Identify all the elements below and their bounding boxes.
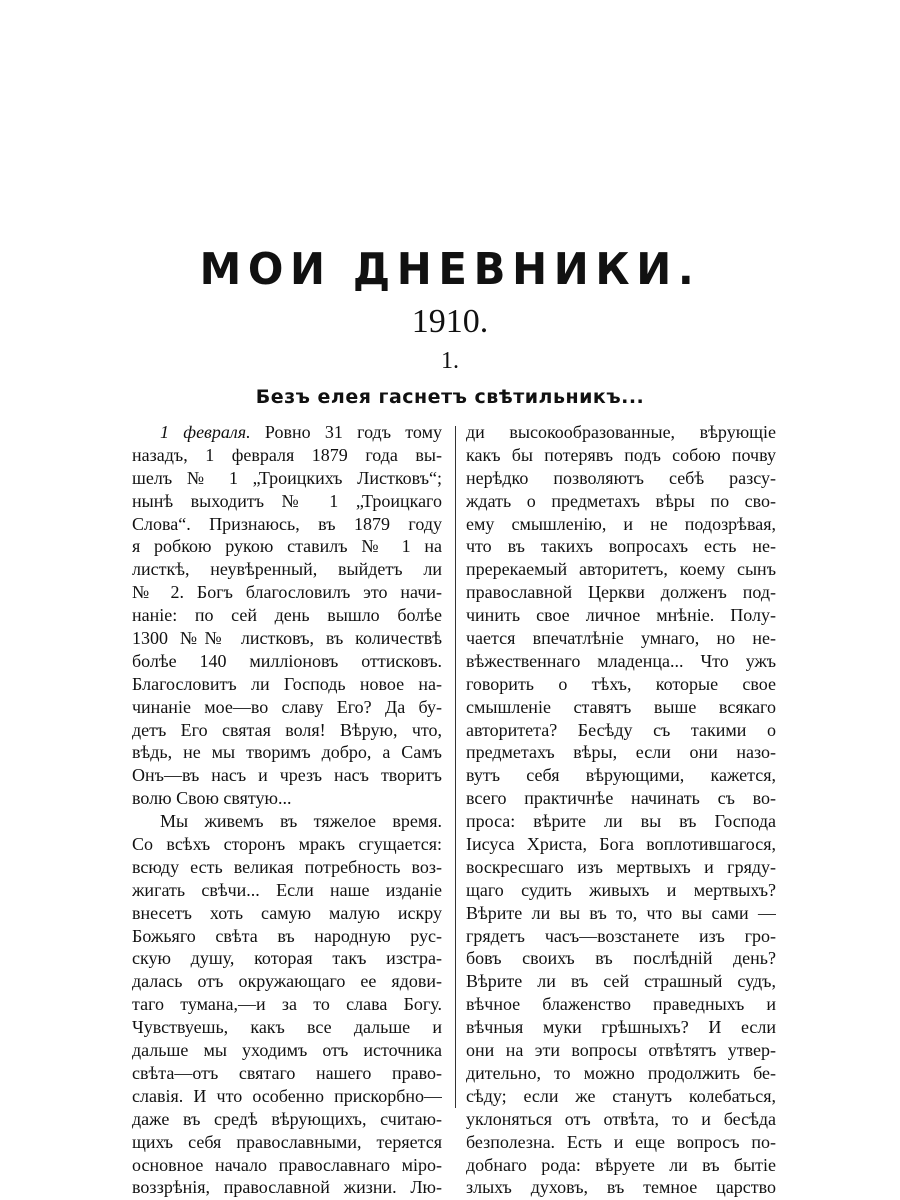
text-line: ему смышленію, и не подозрѣвая,	[466, 513, 776, 534]
text-line: пререкаемый авторитетъ, коему сынъ	[466, 559, 776, 580]
section-title: Безъ елея гаснетъ свѣтильникъ...	[255, 386, 645, 408]
text-line: проса: вѣрите ли вы въ Господа	[466, 811, 776, 832]
text-line: Божьяго свѣта въ народную рус-	[132, 925, 442, 946]
text-line: № 2. Богъ благословилъ это начи-	[132, 582, 442, 603]
text-line: я робкою рукою ставилъ № 1 на	[132, 536, 442, 557]
text-line: 1300 №№ листковъ, въ количествѣ	[132, 628, 442, 649]
text-line: болѣе 140 милліоновъ оттисковъ.	[132, 650, 442, 671]
section-number: 1.	[441, 348, 459, 374]
text-line: уклоняться отъ отвѣта, то и бесѣда	[466, 1108, 776, 1129]
text-line: основное начало православнаго міро-	[132, 1154, 442, 1175]
text-line: всего практичнѣе начинать съ во-	[466, 788, 776, 809]
text-line: жигать свѣчи... Если наше изданіе	[132, 879, 442, 900]
text-line: шелъ № 1 „Троицкихъ Листковъ“;	[132, 467, 442, 488]
text-line: Вѣрите ли вы въ то, что вы сами —	[466, 902, 776, 923]
text-line: далась отъ окружающаго ее ядови-	[132, 971, 442, 992]
text-line: смышленіе ставятъ выше всякаго	[466, 696, 776, 717]
text-line: Іисуса Христа, Бога воплотившагося,	[466, 834, 776, 855]
text-line: вѣжественнаго младенца... Что ужъ	[466, 650, 776, 671]
right-text-column	[466, 421, 776, 1199]
text-line: злыхъ духовъ, въ темное царство	[466, 1177, 776, 1198]
column-divider	[455, 426, 456, 1108]
page-title: МОИ ДНЕВНИКИ.	[199, 244, 701, 295]
first-line-rest: Ровно 31 годъ тому	[250, 422, 442, 442]
text-line: чинаніе мое—во славу Его? Да бу-	[132, 696, 442, 717]
text-line: вутъ себя вѣрующими, кажется,	[466, 765, 776, 786]
text-line: вѣчное блаженство праведныхъ и	[466, 994, 776, 1015]
text-line: Онъ—въ насъ и чрезъ насъ творитъ	[132, 765, 442, 786]
text-line: ждать о предметахъ вѣры по сво-	[466, 490, 776, 511]
text-line: детъ Его святая воля! Вѣрую, что,	[132, 719, 442, 740]
text-line: ди высокообразованные, вѣрующіе	[466, 422, 776, 442]
text-line: щаго судить живыхъ и мертвыхъ?	[466, 879, 776, 900]
text-line: щихъ себя православными, теряется	[132, 1131, 442, 1152]
date-lead: 1 февраля.	[160, 422, 251, 442]
text-line: дальше мы уходимъ отъ источника	[132, 1040, 442, 1061]
text-line: Со всѣхъ сторонъ мракъ сгущается:	[132, 834, 442, 855]
text-line: предметахъ вѣры, если они назо-	[466, 742, 776, 763]
text-line: вѣдь, не мы творимъ добро, а Самъ	[132, 742, 442, 763]
text-line: Благословитъ ли Господь новое на-	[132, 673, 442, 694]
text-line: таго тумана,—и за то слава Богу.	[132, 994, 442, 1015]
text-line: внесетъ хоть самую малую искру	[132, 902, 442, 923]
text-line: всюду есть великая потребность воз-	[132, 856, 442, 877]
text-line: наніе: по сей день вышло болѣе	[132, 605, 442, 626]
text-line: свѣта—отъ святаго нашего право-	[132, 1062, 442, 1083]
text-line: Мы живемъ въ тяжелое время.	[160, 811, 442, 832]
text-line: скую душу, которая такъ изстра-	[132, 948, 442, 969]
text-line: нынѣ выходитъ № 1 „Троицкаго	[132, 490, 442, 511]
left-text-column	[132, 421, 442, 1199]
year-heading: 1910.	[411, 303, 489, 340]
text-line: они на эти вопросы отвѣтятъ утвер-	[466, 1040, 776, 1061]
text-line: добнаго рода: вѣруете ли въ бытіе	[466, 1154, 776, 1175]
text-line: листкѣ, неувѣренный, выйдетъ ли	[132, 559, 442, 580]
text-line: назадъ, 1 февраля 1879 года вы-	[132, 444, 442, 465]
text-line: чается впечатлѣніе умнаго, но не-	[466, 628, 776, 649]
text-line: дительно, то можно продолжить бе-	[466, 1062, 776, 1083]
text-line: чинить свое личное мнѣніе. Полу-	[466, 605, 776, 626]
text-line: сѣду; если же станутъ колебаться,	[466, 1085, 776, 1106]
text-line: воззрѣнія, православной жизни. Лю-	[132, 1177, 442, 1198]
text-line: славія. И что особенно прискорбно—	[132, 1085, 442, 1106]
text-line	[132, 421, 442, 444]
text-line: волю Свою святую...	[132, 788, 292, 809]
text-line: что въ такихъ вопросахъ есть не-	[466, 536, 776, 557]
text-line: авторитета? Бесѣду съ такими о	[466, 719, 776, 740]
text-line: вѣчныя муки грѣшныхъ? И если	[466, 1017, 776, 1038]
text-line: Вѣрите ли въ сей страшный судъ,	[466, 971, 776, 992]
text-line: Чувствуешь, какъ все дальше и	[132, 1017, 442, 1038]
text-line: какъ бы потерявъ подъ собою почву	[466, 444, 776, 465]
text-line: православной Церкви долженъ под-	[466, 582, 776, 603]
text-line: безполезна. Есть и еще вопросъ по-	[466, 1131, 776, 1152]
text-line: бовъ своихъ въ послѣдній день?	[466, 948, 776, 969]
text-line: даже въ средѣ вѣрующихъ, считаю-	[132, 1108, 442, 1129]
text-line: воскресшаго изъ мертвыхъ и гряду-	[466, 856, 776, 877]
text-line: говорить о тѣхъ, которые свое	[466, 673, 776, 694]
text-line: грядетъ часъ—возстанете изъ гро-	[466, 925, 776, 946]
text-line: Слова“. Признаюсь, въ 1879 году	[132, 513, 442, 534]
text-line: нерѣдко позволяютъ себѣ разсу-	[466, 467, 776, 488]
